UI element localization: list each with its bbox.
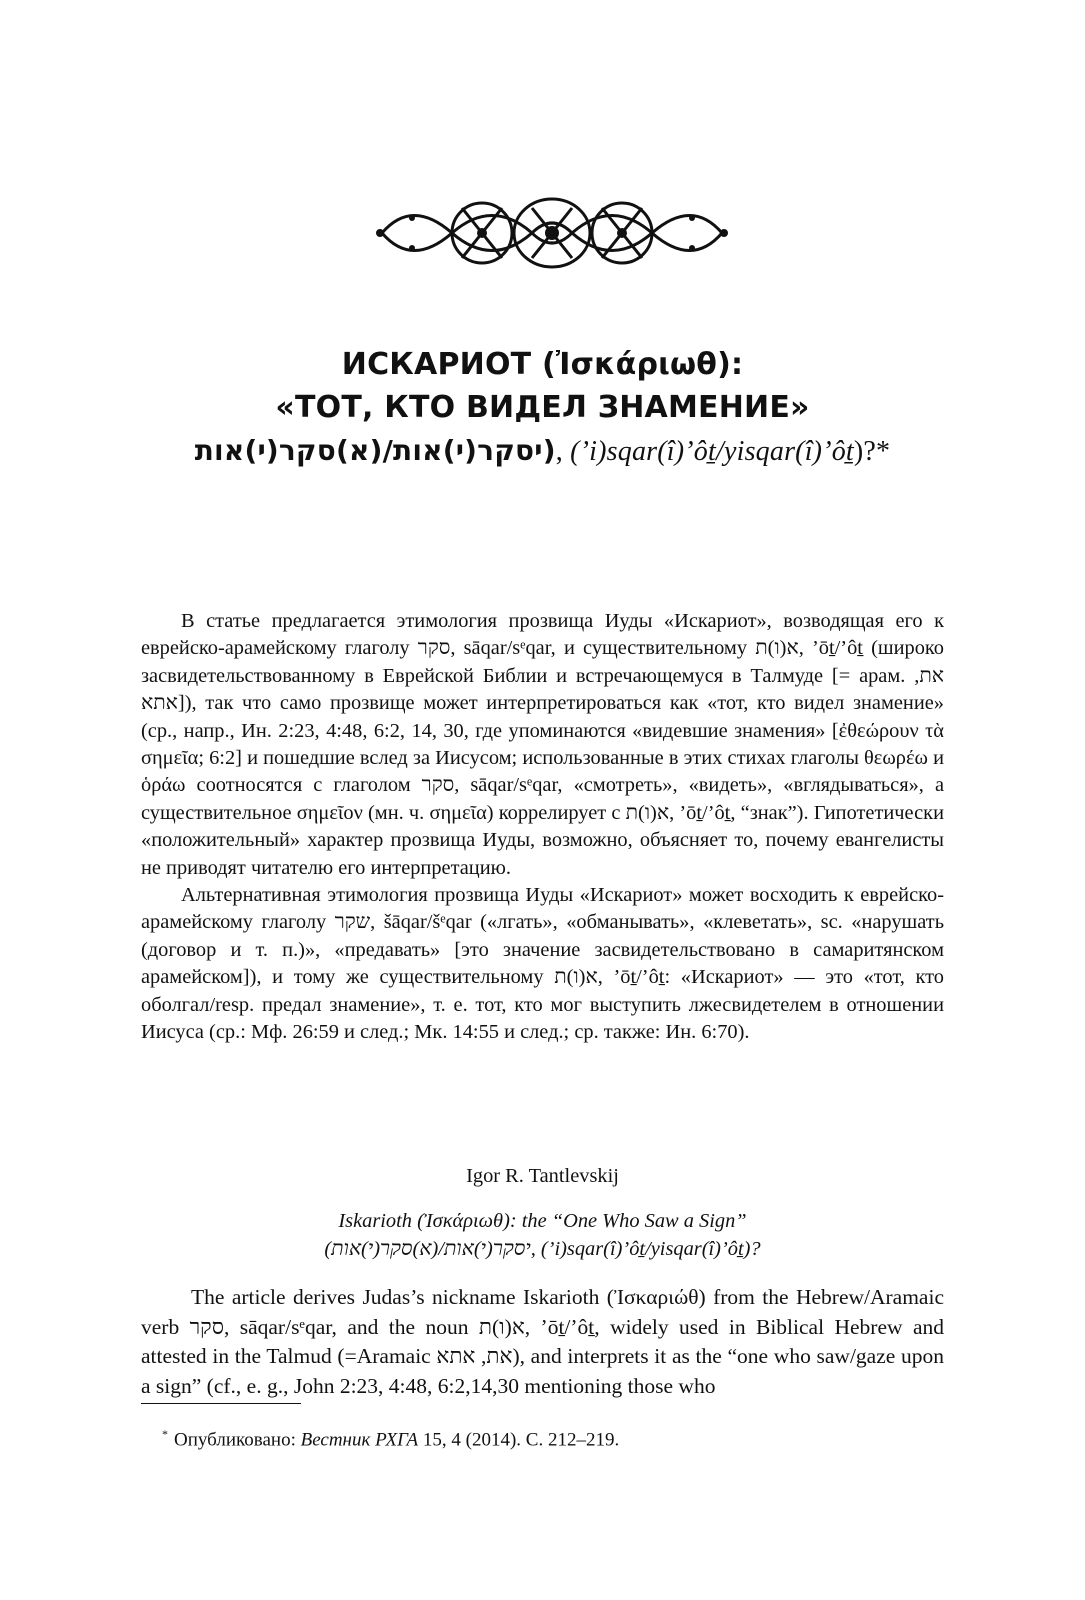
footnote-prefix: Опубликовано: [174, 1429, 301, 1451]
english-title-line-2: (יסקר(י)אות/(א)סקר(י)אות, (’i)sqar(î)’ôṯ/yisqar(î)’ôṯ)? [324, 1238, 761, 1260]
title-separator: , [555, 436, 571, 467]
en-abstract-paragraph: The article derives Judas’s nickname Iskarioth (Ἰσκαριώθ) from the Hebrew/Aramaic verb סקר, sāqar/sᵉqar, and the noun א(ו)ת, ’ōṯ/’ôṯ, widely used in Biblical Hebrew and attested in the Talmud (=Aramaic את, אתא), and interprets it as the “one who saw/gaze upon a sign” (cf., e. g., John 2:23, 4:48, 6:2,14,30 mentioning those who [141, 1285, 945, 1398]
english-title-line-1: Iskarioth (Ἰσκάριωθ): the “One Who Saw a Sign” [338, 1210, 747, 1232]
page-title-line-2: «ТОТ, КТО ВИДЕЛ ЗНАМЕНИЕ» [275, 390, 810, 425]
footnote-rest: 15, 4 (2014). С. 212–219. [418, 1429, 620, 1451]
footnote-divider [141, 1403, 301, 1404]
page-title-line-1: ИСКАРИОТ (Ἰσκάριωθ): [341, 347, 744, 382]
title-transliteration: (’i)sqar(î)’ôṯ/yisqar(î)’ôṯ [570, 436, 854, 467]
author-name: Igor R. Tantlevskij [466, 1165, 619, 1187]
ru-abstract-paragraph-1: В статье предлагается этимология прозвища Иуды «Искариот», возводящая его к еврейско-арамейскому глаголу סקר, sāqar/sᵉqar, и существительному א(ו)ת, ’ōṯ/’ôṯ (широко засвидетельствованному в Еврейской Библии и встречающемуся в Талмуде [= арам. את, אתא]), так что само прозвище может интерпретироваться как «тот, кто видел знамение» (ср., напр., Ин. 2:23, 4:48, 6:2, 14, 30, где упоминаются «видевшие знамения» [ἐθεώρουν τὰ σημεῖα; 6:2] и пошедшие вслед за Иисусом; использованные в этих стихах глаголы θεωρέω и ὁράω соотносятся с глаголом סקר, sāqar/sᵉqar, «смотреть», «видеть», «вглядываться», а существительное σημεῖον (мн. ч. σημεῖα) коррелирует с א(ו)ת, ’ōṯ/’ôṯ, “знак”). Гипотетически «положительный» характер прозвища Иуды, возможно, объясняет то, почему евангелисты не приводят читателю его интерпретацию. [141, 610, 945, 879]
footnote-mark: * [162, 1427, 168, 1441]
footnote-journal: Вестник РХГА [300, 1429, 419, 1451]
title-end: )?* [853, 436, 891, 467]
page-title-line-3 [140, 431, 945, 472]
english-abstract [141, 1283, 944, 1401]
title-hebrew: (יסקר(י)אות/(א)סקר(י)אות [194, 434, 556, 467]
ornament-icon [372, 188, 732, 278]
footnote [162, 1422, 619, 1452]
ru-abstract-paragraph-2: Альтернативная этимология прозвища Иуды «Искариот» может восходить к еврейско-арамейскому глаголу שקר, šāqar/šᵉqar («лгать», «обманывать», «клеветать», sc. «нарушать (договор и т. п.)», «предавать» [это значение засвидетельствовано в самаритянском арамейском]), и тому же существительному א(ו)ת, ’ōṯ/’ôṯ: «Искариот» — это «тот, кто оболгал/resp. предал знамение», т. е. тот, кто мог выступить лжесвидетелем в отношении Иисуса (ср.: Мф. 26:59 и след.; Мк. 14:55 и след.; ср. также: Ин. 6:70). [141, 884, 944, 1044]
russian-abstract [141, 608, 944, 1047]
